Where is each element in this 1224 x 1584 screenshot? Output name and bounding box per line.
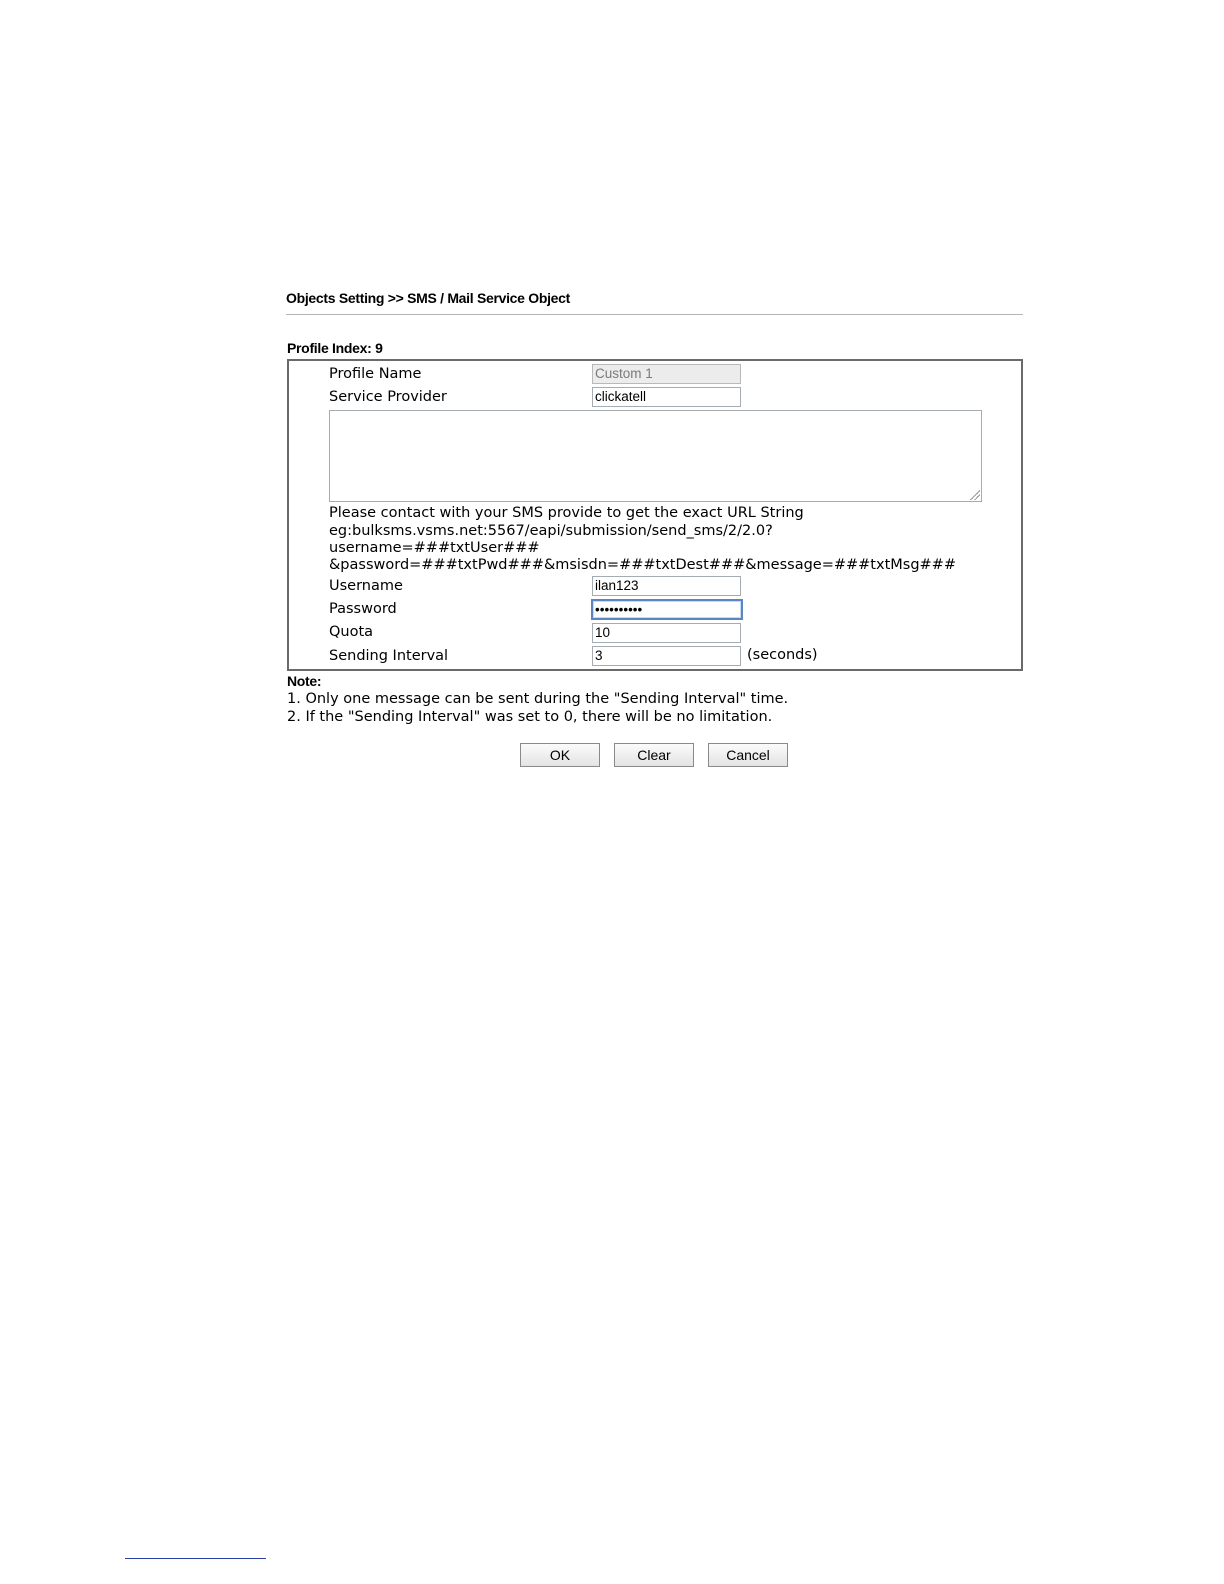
- sending-interval-unit: (seconds): [747, 647, 818, 663]
- note-heading: Note:: [287, 673, 322, 689]
- url-string-textarea[interactable]: [329, 410, 982, 502]
- footnote-divider: [125, 1558, 266, 1559]
- username-label: Username: [329, 578, 403, 594]
- profile-name-field: Custom 1: [592, 364, 741, 384]
- sending-interval-label: Sending Interval: [329, 648, 449, 664]
- profile-name-label: Profile Name: [329, 366, 422, 382]
- note-line-1: 1. Only one message can be sent during the "Sending Interval" time.: [287, 691, 789, 707]
- username-field[interactable]: ilan123: [592, 576, 741, 596]
- resize-grip-icon[interactable]: [970, 490, 980, 500]
- password-label: Password: [329, 601, 397, 617]
- service-provider-label: Service Provider: [329, 389, 447, 405]
- url-hint-line-1: Please contact with your SMS provide to get the exact URL String: [329, 505, 804, 521]
- quota-field[interactable]: 10: [592, 623, 741, 643]
- url-hint-line-2: eg:bulksms.vsms.net:5567/eapi/submission/send_sms/2/2.0?: [329, 523, 773, 539]
- note-line-2: 2. If the "Sending Interval" was set to 0, there will be no limitation.: [287, 709, 773, 725]
- sending-interval-field[interactable]: 3: [592, 646, 741, 666]
- url-hint-line-3: username=###txtUser###: [329, 540, 540, 556]
- quota-label: Quota: [329, 624, 374, 640]
- breadcrumb: Objects Setting >> SMS / Mail Service Object: [286, 290, 571, 306]
- profile-index-label: Profile Index: 9: [287, 340, 383, 356]
- cancel-button[interactable]: Cancel: [708, 743, 788, 767]
- password-field[interactable]: ••••••••••: [591, 599, 743, 620]
- ok-button[interactable]: OK: [520, 743, 600, 767]
- service-provider-field[interactable]: clickatell: [592, 387, 741, 407]
- title-divider: [286, 314, 1023, 315]
- url-hint-line-4: &password=###txtPwd###&msisdn=###txtDest###&message=###txtMsg###: [329, 557, 956, 573]
- clear-button[interactable]: Clear: [614, 743, 694, 767]
